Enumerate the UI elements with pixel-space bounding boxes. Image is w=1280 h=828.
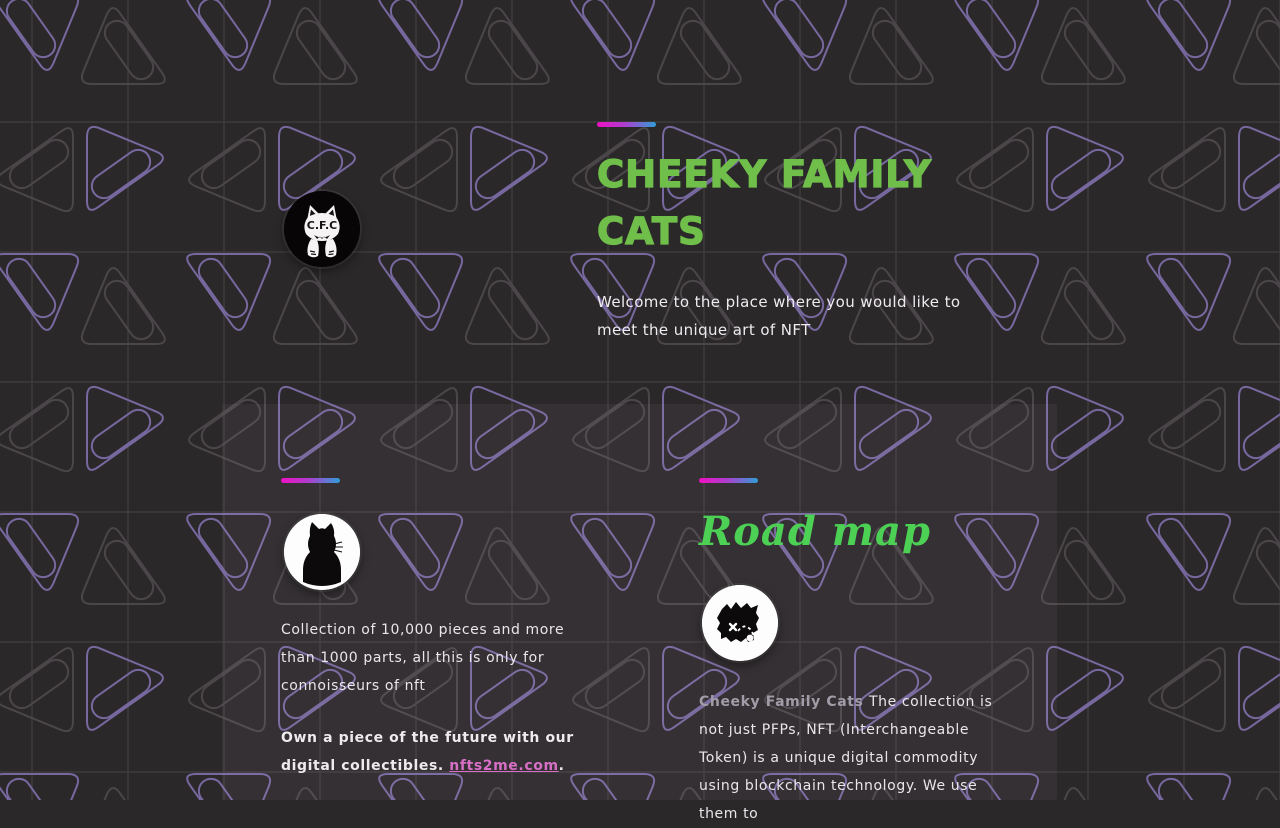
collection-cta [281,724,581,780]
collection-description: Collection of 10,000 pieces and more than 1000 parts, all this is only for connoisseurs of nft [281,622,565,694]
cat-silhouette-icon [284,514,360,590]
cfc-cat-logo-icon [284,191,360,267]
treasure-map-avatar [702,585,778,661]
logo-monogram: C.F.C [306,219,338,232]
roadmap-body: The collection is not just PFPs, NFT (Interchangeable Token) is a unique digital commodity using blockchain technology. We use them to [699,694,993,822]
cfc-cat-logo [284,191,360,267]
hero-subtitle: Welcome to the place where you would like to meet the unique art of NFT [597,293,961,339]
roadmap-paragraph [699,688,1021,828]
roadmap-accent-line [699,478,758,483]
roadmap-lead: Cheeky Family Cats [699,694,869,710]
collection-cta-period: . [558,758,565,774]
collection-cta-text: Own a piece of the future with our digital collectibles. [281,730,574,774]
collection-accent-line [281,478,340,483]
page-title: CHEEKY FAMILY CATS [597,153,932,253]
roadmap-heading: Road map [699,508,931,555]
nfts2me-link[interactable]: nfts2me.com [449,758,559,774]
treasure-map-icon [702,585,778,661]
cat-silhouette-avatar [284,514,360,590]
hero-accent-line [597,122,656,127]
